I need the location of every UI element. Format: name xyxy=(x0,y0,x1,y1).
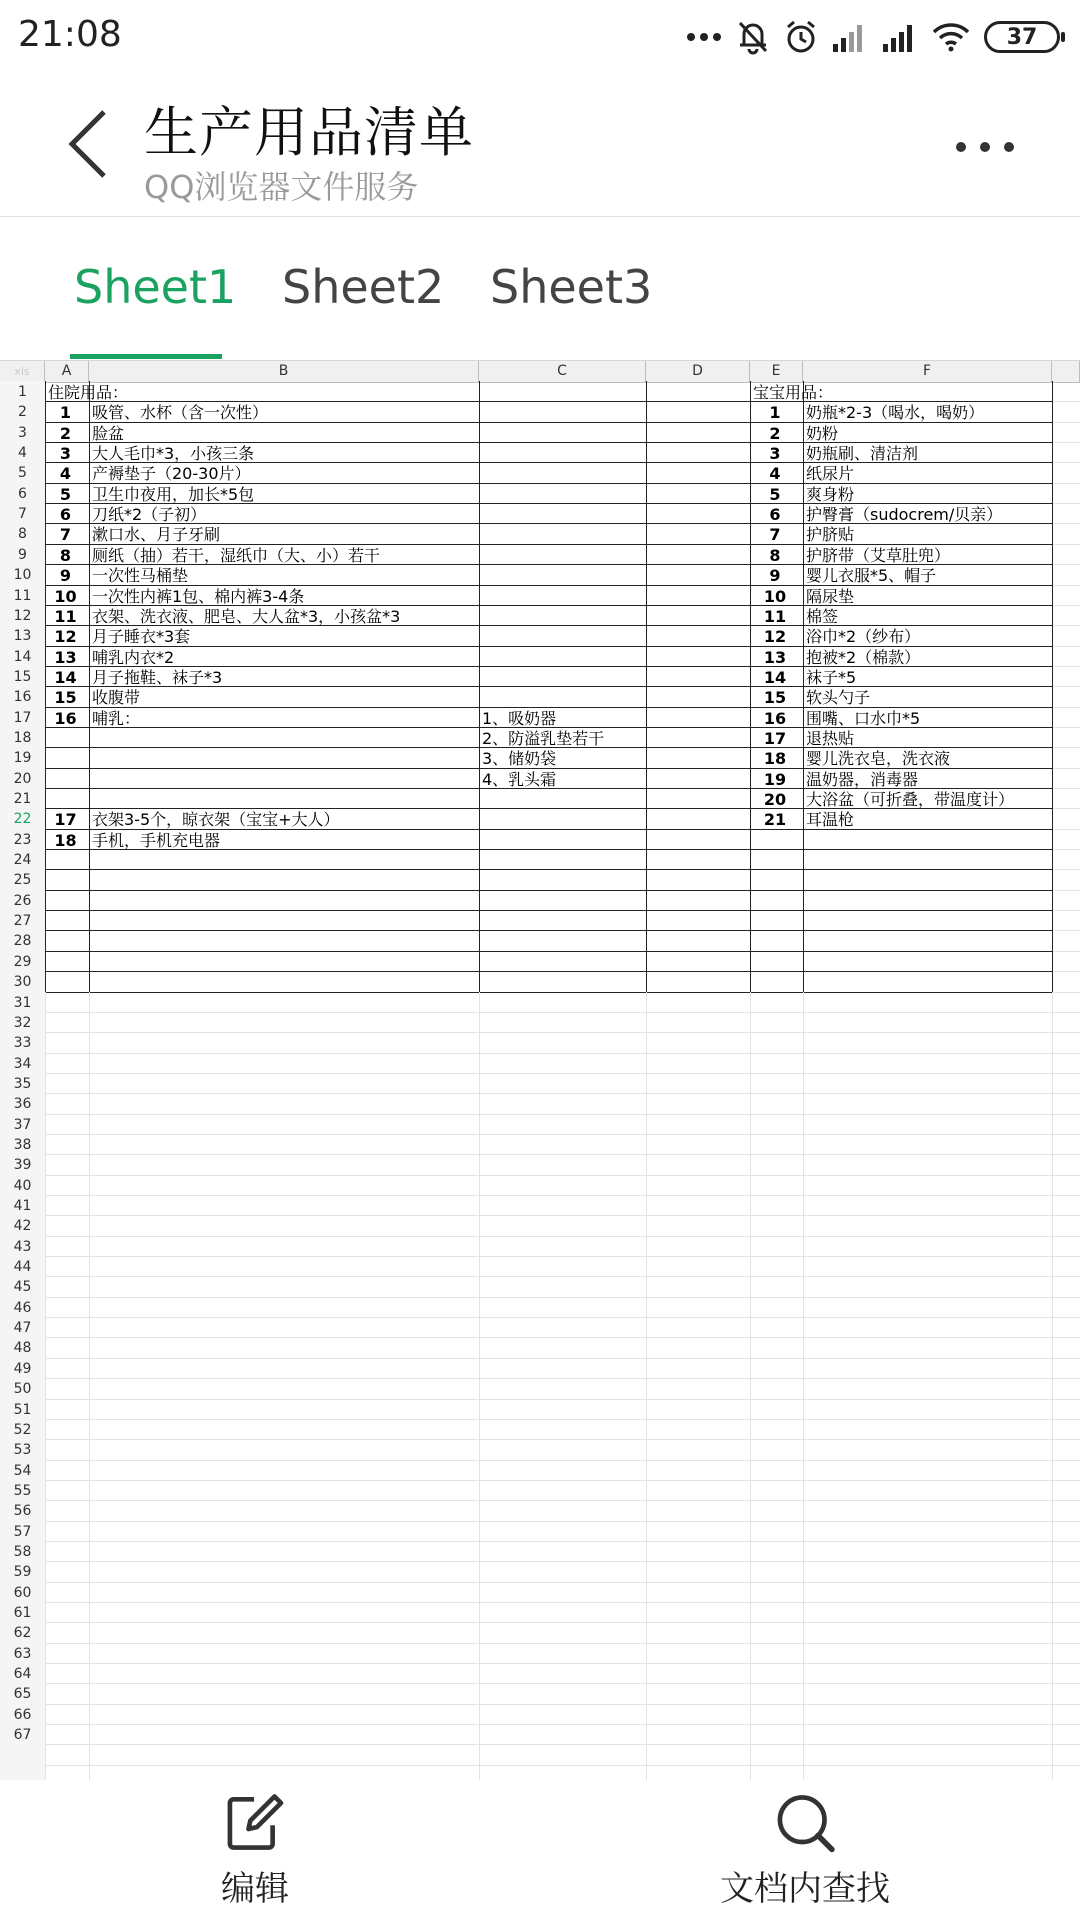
row-number[interactable]: 14 xyxy=(13,648,32,665)
cell-f15[interactable]: 袜子*5 xyxy=(806,667,857,687)
row-gridline xyxy=(45,1521,1080,1522)
row-gridline xyxy=(45,1704,1080,1705)
row-gridline xyxy=(45,1460,1080,1461)
more-options-button[interactable] xyxy=(956,132,1036,162)
cell-b9[interactable]: 厕纸（抽）若干，湿纸巾（大、小）若干 xyxy=(92,545,381,565)
spreadsheet-grid[interactable] xyxy=(0,360,1080,1780)
row-gridline xyxy=(45,1276,1080,1277)
row-number[interactable]: 31 xyxy=(13,994,32,1011)
row-number[interactable]: 41 xyxy=(13,1198,32,1214)
edit-label: 编辑 xyxy=(221,1869,289,1909)
row-number[interactable]: 7 xyxy=(18,506,27,523)
row-number[interactable]: 13 xyxy=(13,628,32,645)
cell-b12[interactable]: 衣架、洗衣液、肥皂、大人盆*3，小孩盆*3 xyxy=(92,606,401,626)
app-header xyxy=(0,76,1080,217)
row-number[interactable]: 58 xyxy=(13,1543,32,1560)
column-header-a[interactable]: A xyxy=(45,361,89,382)
row-number[interactable]: 48 xyxy=(13,1340,32,1357)
cell-e11[interactable]: 10 xyxy=(763,586,787,606)
cell-b23[interactable]: 手机，手机充电器 xyxy=(92,830,221,850)
row-gridline xyxy=(45,1439,1080,1440)
cell-a5[interactable]: 4 xyxy=(59,464,72,484)
row-number[interactable]: 62 xyxy=(13,1625,32,1642)
cell-a8[interactable]: 7 xyxy=(59,525,72,545)
row-number[interactable]: 5 xyxy=(18,465,27,482)
row-number[interactable]: 18 xyxy=(13,729,32,746)
row-number[interactable]: 66 xyxy=(13,1706,32,1723)
cell-a7[interactable]: 6 xyxy=(59,505,72,525)
row-gridline xyxy=(45,1093,1080,1094)
cell-e13[interactable]: 12 xyxy=(763,627,787,647)
chevron-left-icon xyxy=(60,104,120,184)
cell-f7[interactable]: 护臀膏（sudocrem/贝亲） xyxy=(806,505,1003,525)
row-number[interactable]: 64 xyxy=(13,1666,32,1683)
battery-level: 37 xyxy=(1006,24,1038,50)
row-gridline xyxy=(45,1480,1080,1481)
cell-e20[interactable]: 19 xyxy=(763,769,787,789)
signal-2-icon xyxy=(882,22,918,52)
row-gridline xyxy=(45,1500,1080,1501)
cell-f2[interactable]: 奶瓶*2-3（喝水，喝奶） xyxy=(806,403,985,423)
row-number[interactable]: 9 xyxy=(18,546,27,563)
row-gridline xyxy=(45,1012,1080,1013)
edit-icon xyxy=(220,1790,290,1855)
row-number[interactable]: 32 xyxy=(13,1014,32,1031)
cell-f22[interactable]: 耳温枪 xyxy=(806,810,855,830)
cell-a12[interactable]: 11 xyxy=(54,606,77,626)
row-number[interactable]: 43 xyxy=(13,1238,32,1255)
search-icon xyxy=(770,1790,840,1855)
cell-f10[interactable]: 婴儿衣服*5、帽子 xyxy=(806,566,937,586)
table-border-h xyxy=(45,910,1052,911)
row-number[interactable]: 65 xyxy=(13,1686,32,1703)
row-gridline xyxy=(45,1032,1080,1033)
row-number[interactable]: 36 xyxy=(13,1096,32,1113)
row-number[interactable]: 20 xyxy=(13,770,32,787)
table-border-v xyxy=(803,381,804,992)
cell-b2[interactable]: 吸管、水杯（含一次性） xyxy=(92,403,269,423)
cell-c20[interactable]: 4、乳头霜 xyxy=(482,769,557,789)
page-subtitle: QQ浏览器文件服务 xyxy=(144,168,419,206)
row-number[interactable]: 37 xyxy=(13,1116,32,1133)
row-gridline xyxy=(45,1317,1080,1318)
table-border-v xyxy=(89,381,90,992)
cell-a1[interactable]: 住院用品： xyxy=(48,383,129,402)
row-number[interactable]: 63 xyxy=(13,1645,32,1662)
column-header-d[interactable]: D xyxy=(646,361,750,382)
tab-active-indicator xyxy=(70,354,222,359)
cell-b11[interactable]: 一次性内裤1包、棉内裤3-4条 xyxy=(92,586,305,606)
cell-f18[interactable]: 退热贴 xyxy=(806,728,855,748)
row-gridline xyxy=(45,1663,1080,1664)
row-number[interactable]: 1 xyxy=(18,384,27,400)
wifi-icon xyxy=(932,22,970,52)
more-dot-icon xyxy=(956,142,966,152)
cell-e18[interactable]: 17 xyxy=(763,728,787,748)
row-number[interactable]: 40 xyxy=(13,1177,32,1194)
table-border-h xyxy=(45,869,1052,870)
cell-e16[interactable]: 15 xyxy=(763,688,787,708)
cell-b8[interactable]: 漱口水、月子牙刷 xyxy=(92,525,221,545)
row-number[interactable]: 49 xyxy=(13,1360,32,1377)
cell-e10[interactable]: 9 xyxy=(769,566,781,586)
cell-a16[interactable]: 15 xyxy=(54,688,77,708)
table-border-h xyxy=(45,890,1052,891)
cell-b6[interactable]: 卫生巾夜用，加长*5包 xyxy=(92,484,255,504)
alarm-icon xyxy=(784,19,818,55)
cell-a17[interactable]: 16 xyxy=(54,708,77,728)
row-number[interactable]: 28 xyxy=(13,933,32,950)
row-gridline xyxy=(45,1175,1080,1176)
cell-f17[interactable]: 围嘴、口水巾*5 xyxy=(806,708,921,728)
cell-f16[interactable]: 软头勺子 xyxy=(806,688,871,708)
row-gridline xyxy=(45,1765,1080,1766)
row-number[interactable]: 29 xyxy=(13,953,32,970)
row-number[interactable]: 17 xyxy=(13,709,32,726)
row-number[interactable]: 52 xyxy=(13,1421,32,1438)
row-number[interactable]: 45 xyxy=(13,1279,32,1296)
back-button[interactable] xyxy=(60,104,120,184)
mute-bell-icon xyxy=(736,19,770,55)
battery-indicator xyxy=(984,21,1060,53)
edit-button[interactable] xyxy=(220,1790,290,1910)
cell-b14[interactable]: 哺乳内衣*2 xyxy=(92,647,175,667)
row-number[interactable]: 34 xyxy=(13,1055,32,1072)
cell-f21[interactable]: 大浴盆（可折叠，带温度计） xyxy=(806,790,1015,809)
sheet-corner: xls xyxy=(0,361,45,382)
cell-b7[interactable]: 刀纸*2（子初） xyxy=(92,505,207,525)
row-gridline xyxy=(45,1256,1080,1257)
cell-a23[interactable]: 18 xyxy=(54,830,77,850)
row-number[interactable]: 21 xyxy=(13,791,32,807)
cell-b17[interactable]: 哺乳： xyxy=(92,708,141,728)
row-number[interactable]: 46 xyxy=(13,1299,32,1316)
row-number[interactable]: 22 xyxy=(13,811,32,828)
table-border-v xyxy=(646,381,647,992)
more-dot-icon xyxy=(980,142,990,152)
column-header-bar xyxy=(0,360,1080,383)
row-number[interactable]: 57 xyxy=(13,1523,32,1540)
row-number[interactable]: 23 xyxy=(13,831,32,848)
cell-f9[interactable]: 护脐带（艾草肚兜） xyxy=(806,545,951,565)
cell-b4[interactable]: 大人毛巾*3，小孩三条 xyxy=(92,444,255,464)
row-number[interactable]: 8 xyxy=(18,526,27,543)
column-header-b[interactable]: B xyxy=(89,361,479,382)
row-number[interactable]: 53 xyxy=(13,1442,32,1459)
row-gridline xyxy=(45,1602,1080,1603)
column-header-e[interactable]: E xyxy=(750,361,803,382)
cell-e15[interactable]: 14 xyxy=(763,667,787,687)
status-bar xyxy=(0,0,1080,76)
cell-f13[interactable]: 浴巾*2（纱布） xyxy=(806,627,921,647)
more-dot-icon xyxy=(1004,142,1014,152)
column-header-f[interactable]: F xyxy=(803,361,1052,382)
cell-f3[interactable]: 奶粉 xyxy=(806,423,839,443)
row-gridline xyxy=(45,1643,1080,1644)
row-number[interactable]: 10 xyxy=(13,567,32,584)
cell-f4[interactable]: 奶瓶刷、清洁剂 xyxy=(806,444,919,464)
row-gridline xyxy=(45,1195,1080,1196)
row-number[interactable]: 16 xyxy=(13,689,32,706)
row-number[interactable]: 2 xyxy=(18,404,27,421)
cell-e1[interactable]: 宝宝用品： xyxy=(753,383,834,402)
row-number[interactable]: 47 xyxy=(13,1320,32,1337)
row-number[interactable]: 42 xyxy=(13,1218,32,1235)
column-header-c[interactable]: C xyxy=(479,361,646,382)
cell-e12[interactable]: 11 xyxy=(763,606,787,626)
cell-b22[interactable]: 衣架3-5个，晾衣架（宝宝+大人） xyxy=(92,810,340,830)
cell-b15[interactable]: 月子拖鞋、袜子*3 xyxy=(92,667,223,687)
cell-a13[interactable]: 12 xyxy=(54,627,77,647)
row-number[interactable]: 26 xyxy=(13,892,32,909)
row-gridline xyxy=(45,1622,1080,1623)
signal-1-icon xyxy=(832,22,868,52)
row-number[interactable]: 51 xyxy=(13,1401,32,1418)
cell-a15[interactable]: 14 xyxy=(54,667,77,687)
row-number[interactable]: 19 xyxy=(13,750,32,767)
cell-b10[interactable]: 一次性马桶垫 xyxy=(92,566,189,586)
cell-f6[interactable]: 爽身粉 xyxy=(806,484,855,504)
table-border-h xyxy=(45,951,1052,952)
row-gridline xyxy=(45,1154,1080,1155)
cell-f12[interactable]: 棉签 xyxy=(806,606,839,626)
cell-b3[interactable]: 脸盆 xyxy=(92,423,125,443)
cell-f19[interactable]: 婴儿洗衣皂，洗衣液 xyxy=(806,749,951,769)
row-gridline xyxy=(45,1053,1080,1054)
cell-c19[interactable]: 3、储奶袋 xyxy=(482,749,557,769)
row-number[interactable]: 59 xyxy=(13,1564,32,1581)
cell-e14[interactable]: 13 xyxy=(763,647,787,667)
row-gridline xyxy=(45,1358,1080,1359)
row-number[interactable]: 33 xyxy=(13,1035,32,1052)
row-gridline xyxy=(45,1215,1080,1216)
cell-e2[interactable]: 1 xyxy=(769,403,781,423)
row-gridline xyxy=(45,1073,1080,1074)
cell-c17[interactable]: 1、吸奶器 xyxy=(482,708,557,728)
row-gridline xyxy=(45,1114,1080,1115)
row-number[interactable]: 50 xyxy=(13,1381,32,1398)
cell-e3[interactable]: 2 xyxy=(769,423,781,443)
page-title: 生产用品清单 xyxy=(144,101,474,164)
find-in-document-button[interactable] xyxy=(720,1790,890,1910)
status-icons xyxy=(686,14,1060,60)
row-gridline xyxy=(45,1561,1080,1562)
cell-b13[interactable]: 月子睡衣*3套 xyxy=(92,627,191,647)
row-gridline xyxy=(45,1744,1080,1745)
row-number[interactable]: 44 xyxy=(13,1259,32,1276)
cell-e7[interactable]: 6 xyxy=(769,505,781,525)
row-number[interactable]: 25 xyxy=(13,872,32,889)
cell-c18[interactable]: 2、防溢乳垫若干 xyxy=(482,728,605,748)
cell-f11[interactable]: 隔尿垫 xyxy=(806,586,855,606)
bottom-toolbar xyxy=(0,1780,1080,1920)
tab-sheet1[interactable]: Sheet1 xyxy=(74,260,237,314)
row-gridline xyxy=(45,1724,1080,1725)
row-gridline xyxy=(45,1419,1080,1420)
row-gridline xyxy=(45,1236,1080,1237)
table-border-h xyxy=(45,992,1052,993)
table-border-h xyxy=(45,971,1052,972)
cell-f5[interactable]: 纸尿片 xyxy=(806,464,855,484)
row-gridline xyxy=(45,1582,1080,1583)
row-number[interactable]: 54 xyxy=(13,1462,32,1479)
row-number[interactable]: 55 xyxy=(13,1482,32,1499)
cell-f8[interactable]: 护脐贴 xyxy=(806,525,855,545)
row-gridline xyxy=(45,1134,1080,1135)
row-number[interactable]: 3 xyxy=(18,424,27,441)
table-border-v xyxy=(1052,381,1053,992)
row-number[interactable]: 56 xyxy=(13,1503,32,1520)
row-number[interactable]: 67 xyxy=(13,1727,32,1744)
cell-a2[interactable]: 1 xyxy=(59,403,72,423)
column-header-g[interactable] xyxy=(1052,361,1080,382)
cell-a3[interactable]: 2 xyxy=(59,423,72,443)
row-number[interactable]: 30 xyxy=(13,974,32,991)
row-gridline xyxy=(45,1297,1080,1298)
row-gridline xyxy=(45,1378,1080,1379)
find-label: 文档内查找 xyxy=(720,1869,890,1909)
row-number[interactable]: 39 xyxy=(13,1157,32,1174)
cell-e19[interactable]: 18 xyxy=(763,749,787,769)
row-number[interactable]: 38 xyxy=(13,1136,32,1153)
cell-b16[interactable]: 收腹带 xyxy=(92,688,141,708)
cell-b5[interactable]: 产褥垫子（20-30片） xyxy=(92,464,251,484)
row-number[interactable]: 60 xyxy=(13,1584,32,1601)
cell-a4[interactable]: 3 xyxy=(59,444,72,464)
row-number[interactable]: 6 xyxy=(18,485,27,502)
table-border-v xyxy=(479,381,480,992)
row-number[interactable]: 12 xyxy=(13,607,32,624)
row-number[interactable]: 61 xyxy=(13,1605,32,1621)
cell-a14[interactable]: 13 xyxy=(54,647,77,667)
cell-e4[interactable]: 3 xyxy=(769,444,781,464)
cell-e5[interactable]: 4 xyxy=(769,464,781,484)
cell-e6[interactable]: 5 xyxy=(769,484,781,504)
cell-f20[interactable]: 温奶器，消毒器 xyxy=(806,769,919,789)
cell-e22[interactable]: 21 xyxy=(763,810,787,830)
cell-a11[interactable]: 10 xyxy=(54,586,77,606)
row-number[interactable]: 35 xyxy=(13,1075,32,1092)
cell-e21[interactable]: 20 xyxy=(763,790,787,809)
cell-e17[interactable]: 16 xyxy=(763,708,787,728)
row-number[interactable]: 4 xyxy=(18,445,27,462)
sheet-tabs xyxy=(0,216,1080,360)
row-gridline xyxy=(45,1399,1080,1400)
row-gridline xyxy=(45,1337,1080,1338)
cell-a10[interactable]: 9 xyxy=(59,566,72,586)
cell-e8[interactable]: 7 xyxy=(769,525,781,545)
row-number[interactable]: 24 xyxy=(13,852,32,869)
status-time: 21:08 xyxy=(18,14,122,55)
row-number[interactable]: 15 xyxy=(13,668,32,685)
row-number[interactable]: 27 xyxy=(13,913,32,930)
more-dots-icon xyxy=(686,31,722,43)
cell-a6[interactable]: 5 xyxy=(59,484,72,504)
cell-e9[interactable]: 8 xyxy=(769,545,781,565)
row-number[interactable]: 11 xyxy=(13,587,32,604)
row-gridline xyxy=(45,1683,1080,1684)
cell-a22[interactable]: 17 xyxy=(54,810,77,830)
cell-f14[interactable]: 抱被*2（棉款） xyxy=(806,647,921,667)
cell-a9[interactable]: 8 xyxy=(59,545,72,565)
tab-sheet2[interactable]: Sheet2 xyxy=(282,260,445,314)
row-gridline xyxy=(45,1541,1080,1542)
tab-sheet3[interactable]: Sheet3 xyxy=(490,260,653,314)
table-border-h xyxy=(45,930,1052,931)
